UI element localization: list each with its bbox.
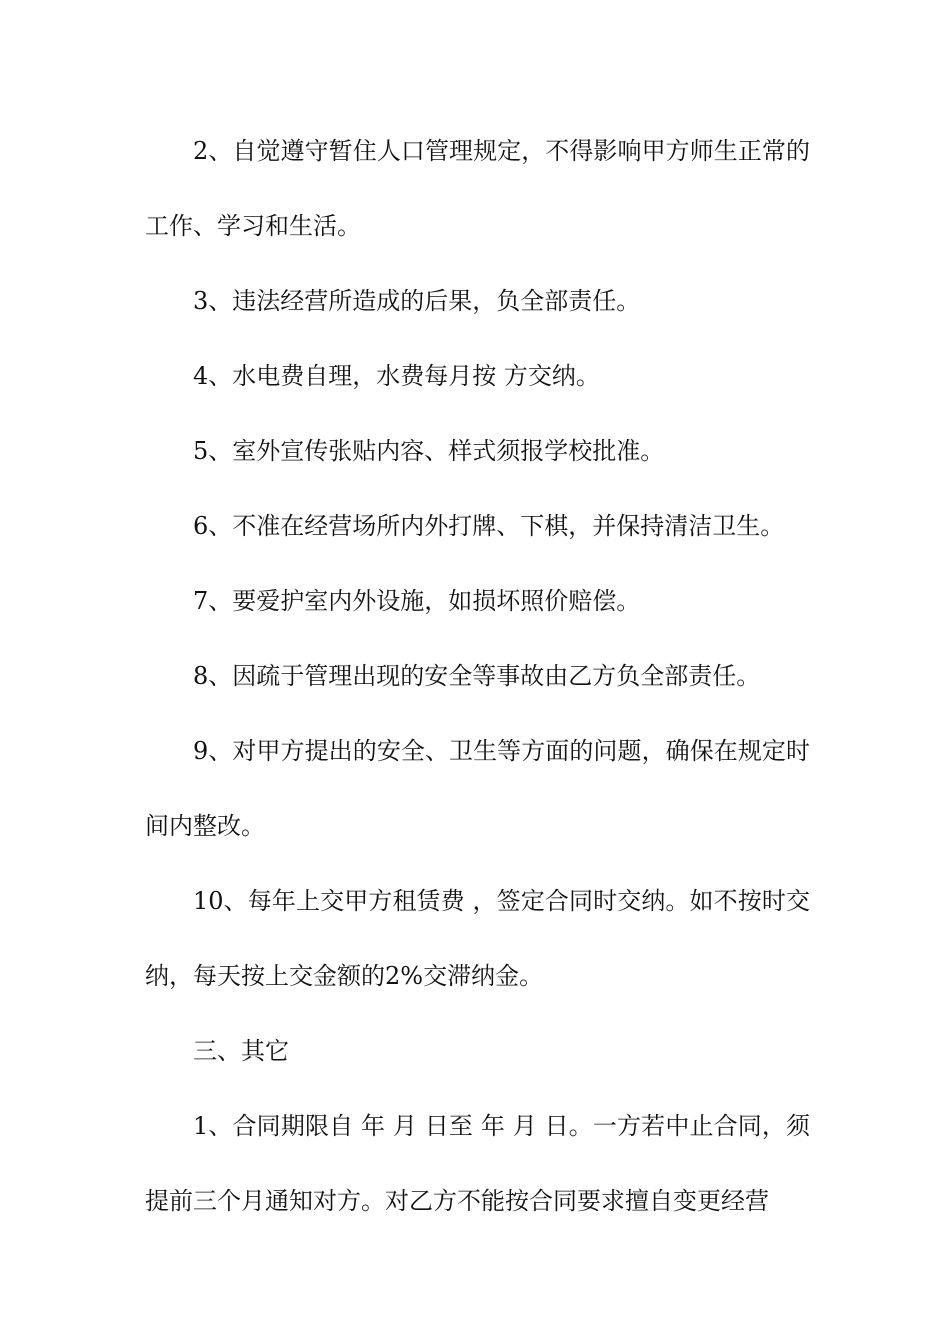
clause-5-paragraph: 5、室外宣传张贴内容、样式须报学校批准。 xyxy=(193,437,665,465)
clause-3-paragraph: 3、违法经营所造成的后果，负全部责任。 xyxy=(193,287,641,315)
other-clause-1-paragraph: 1、合同期限自 年 月 日至 年 月 日。一方若中止合同，须提前三个月通知对方。对乙方不能按合同要求擅自变更经营 xyxy=(145,1112,810,1215)
document-body xyxy=(145,114,810,1239)
clause-9-paragraph: 9、对甲方提出的安全、卫生等方面的问题，确保在规定时间内整改。 xyxy=(145,737,810,840)
clause-8-paragraph: 8、因疏于管理出现的安全等事故由乙方负全部责任。 xyxy=(193,662,761,690)
clause-10-paragraph: 10、每年上交甲方租赁费 ，签定合同时交纳。如不按时交纳，每天按上交金额的2%交滞纳金。 xyxy=(145,887,810,990)
clause-2-paragraph: 2、自觉遵守暂住人口管理规定，不得影响甲方师生正常的工作、学习和生活。 xyxy=(145,137,810,240)
clause-6-paragraph: 6、不准在经营场所内外打牌、下棋，并保持清洁卫生。 xyxy=(193,512,785,540)
section-heading-other: 三、其它 xyxy=(193,1037,289,1065)
clause-4-paragraph: 4、水电费自理，水费每月按 方交纳。 xyxy=(193,362,600,390)
clause-7-paragraph: 7、要爱护室内外设施，如损坏照价赔偿。 xyxy=(193,587,641,615)
